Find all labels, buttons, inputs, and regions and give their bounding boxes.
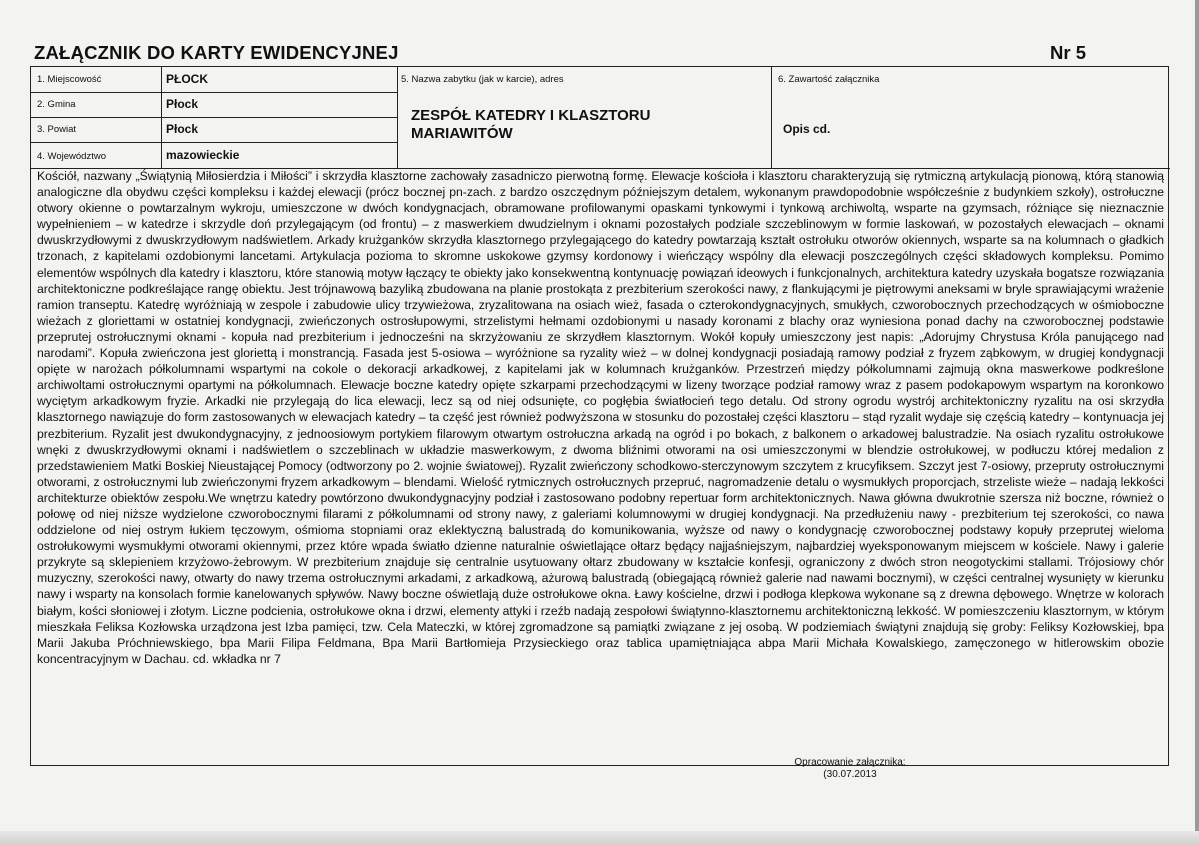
footer-date: (30.07.2013 xyxy=(823,769,877,780)
monument-name: ZESPÓŁ KATEDRY I KLASZTORU MARIAWITÓW xyxy=(411,107,651,142)
field-value-zawartosc: Opis cd. xyxy=(783,122,831,136)
scan-edge xyxy=(1195,0,1199,845)
divider xyxy=(31,92,397,93)
divider xyxy=(397,67,398,168)
divider xyxy=(31,142,397,143)
field-value-miejscowosc: PŁOCK xyxy=(166,72,208,86)
field-value-powiat: Płock xyxy=(166,122,199,136)
field-label-gmina: 2. Gmina xyxy=(37,99,76,110)
attachment-number: Nr 5 xyxy=(1050,42,1086,63)
field-value-wojewodztwo: mazowieckie xyxy=(166,148,240,162)
footer-label: Opracowanie załącznika: xyxy=(794,757,906,768)
divider xyxy=(771,67,772,168)
field-label-zawartosc: 6. Zawartość załącznika xyxy=(778,74,880,85)
document-title: ZAŁĄCZNIK DO KARTY EWIDENCYJNEJ xyxy=(34,42,399,63)
field-label-wojewodztwo: 4. Województwo xyxy=(37,151,106,162)
description-text: Kościół, nazwany „Świątynią Miłosierdzia i Miłości” i skrzydła klasztorne zachowały zasadniczo pierwotną formę. Elewacje kościoła i klasztoru charakteryzują się rytmiczną artykulacją pionową, którą stanowią analogiczne dla obydwu części kompleksu i każdej elewacji (prócz bocznej pn-zach. z bardzo oszczędnym późniejszym detalem, wykonanym prawdopodobnie współcześnie z budynkiem szkoły), ostrołuczne otwory okienne o powtarzalnym wykroju, umieszczone w dwóch kondygnacjach, obramowane profilowanymi opaskami tynkowymi i tynkową archiwoltą, wsparte na gzymsach, różniące się nieznacznie wypełnieniem – w katedrze i skrzydle doń przylegającym (od frontu) – z maswerkiem dwudzielnym i oknami pozostałych podziale szczeblinowym w formie laskowań, w pozostałych elewacjach – oknami dwuskrzydłowymi z dwuskrzydłowym nadświetlem. Arkady krużganków skrzydła klasztornego przylegającego do katedry powtarzają kształt ostrołuku otworów okiennych, wsparte sa na kolumnach o gładkich trzonach, z kapitelami ozdobionymi lancetami. Artykulacja pozioma to skromne uskokowe gzymsy kordonowy i wieńczący wspólny dla elewacji poszczególnych części składowych kompleksu. Pomimo elementów wspólnych dla katedry i klasztoru, które stanowią motyw łączący te obiekty jako konsekwentną kontynuację powiązań ideowych i funkcjonalnych, architektura katedry uzyskała bogatsze rozwiązania architektoniczne podkreślające rangę obiektu. Jest trójnawową bazyliką zbudowana na planie prostokąta z prezbiterium szerokości nawy, z flankującymi je piętrowymi aneksami w bryle sprawiającymi wrażenie ramion transeptu. Katedrę wyróżniają w zespole i zabudowie ulicy trzywieżowa, zryzalitowana na osiach wież, fasada o czterokondygnacyjnych, smukłych, czworobocznych przechodzących w ośmioboczne wieżach z gloriettami w ostatniej kondygnacji, zwieńczonych ostrosłupowymi, strzelistymi hełmami ozdobionymi u nasady koronami z blachy oraz wyniesiona ponad dachy na czworobocznej podstawie przeprutej ostrołucznymi oknami - kopuła nad prezbiterium i jednocześni na skrzyżowaniu ze skrzydłem klasztornym. Wokół kopuły umieszczony jest napis: „Adorujmy Chrystusa Króla panującego nad narodami”. Kopuła zwieńczona jest gloriettą i monstrancją. Fasada jest 5-osiowa – wyróżnione sa ryzality wież – w dolnej kondygnacji posiadają ramowy podział z fryzem ząbkowym, w drugiej kondygnacji opięte w narożach półkolumnami wspartymi na cokole o dekoracji arkadkowej, z kapitelami jak w kolumnach krużganków. Przestrzeń między półkolumnami zajmują okna maswerkowe podkreślone archiwoltami ostrołucznymi opartymi na półkolumnach. Elewacje boczne katedry opięte szkarpami przechodzącymi w lizeny tworzące podział ramowy wraz z pasem podokapowym wspartym na koronkowo wyciętym arkadkowym fryzie. Arkadki nie przylegają do lica elewacji, lecz są od niej odsunięte, co pogłębia światłocień tego detalu. Od strony ogrodu wystrój architektoniczny ryzalitu na osi skrzydła klasztornego nawiązuje do form zastosowanych w elewacjach katedry – ta część jest również podwyższona w stosunku do pozostałej części klasztoru – stąd ryzalit wydaje się częścią katedry – kontynuacja jej prezbiterium. Ryzalit jest dwukondygnacyjny, z jednoosiowym portykiem filarowym otwartym ostrołuczna arkadą na ogród i po bokach, z balkonem o arkadowej balustradzie. Na osiach ryzalitu ostrołukowe wnęki z dwuskrzydłowymi oknami i nadświetlem o szczeblinach w układzie maswerkowym, z dwoma bliźnimi otworami na osi umieszczonymi w blendzie ostrołukowej, w podłuczu której medalion z przedstawieniem Matki Boskiej Nieustającej Pomocy (odtworzony po 2. wojnie światowej). Ryzalit zwieńczony schodkowo-sterczynowym szczytem z krucyfiksem. Szczyt jest 7-osiowy, przepruty ostrołucznymi otworami, z ostrołucznymi lub zwieńczonymi fryzem arkadkowym – blendami. Wielość rytmicznych ostrołucznych przepruć, nagromadzenie detalu o wysmukłych proporcjach, strzeliste wieże – nadają lekkości architekturze obiektów zespołu.We wnętrzu katedry powtórzono dwukondygnacyjny podział i zastosowano podobny repertuar form architektonicznych. Nawa główna dwukrotnie szersza niż boczne, również o połowę od niej niższe wydzielone czworobocznymi filarami z półkolumnami od strony nawy, z galeriami kolumnowymi w drugiej kondygnacji. Na przedłużeniu nawy - prezbiterium tej szerokości, co nawa oddzielone od niej ostrym łukiem tęczowym, ośmioma stopniami oraz eklektyczną balustradą do komunikowania, wyższe od nawy o kondygnację czworobocznej podstawy kopuły przeprutej wieloma ostrołukowymi wysmukłymi otworami okiennymi, przez które wpada światło dzienne naturalnie oświetlające ołtarz będący najjaśniejszym, najbardziej wyeksponowanym miejscem w kościele. Nawy i galerie przykryte są sklepieniem krzyżowo-żebrowym. W prezbiterium znajduje się centralnie usytuowany ołtarz zbudowany w kształcie konfesji, ograniczony z dwóch stron neogotyckimi stallami. Trójosiowy chór muzyczny, szerokości nawy, otwarty do nawy trzema ostrołucznymi arkadami, z arkadkową, ażurową balustradą (obiegającą również galerie nad nawami bocznymi), w części centralnej wysunięty w kierunku nawy i wsparty na konsolach formie kanelowanych spływów. Nawy boczne oświetlają duże ostrołukowe okna. Ławy kościelne, drzwi i podłoga klepkowa wykonane są z drewna dębowego. Wnętrze w kolorach białym, kości słoniowej i złotym. Liczne podcienia, ostrołukowe okna i drzwi, elementy attyki i rzeźb nadają zespołowi świątynno-klasztornemu architektoniczną lekkość. W pomieszczeniu klasztornym, w którym mieszkała Feliksa Kozłowska urządzona jest Izba pamięci, tzw. Cela Mateczki, w której zgromadzone są pamiątki związane z jej osobą. W podziemiach świątyni znajdują się groby: Feliksy Kozłowskiej, bpa Marii Jakuba Próchniewskiego, bpa Marii Filipa Feldmana, Bpa Marii Bartłomieja Przysieckiego oraz tablica upamiętniająca abpa Marii Michała Kowalskiego, zamęczonego w hitlerowskim obozie koncentracyjnym w Dachau. cd. wkładka nr 7 xyxy=(37,169,1164,666)
field-label-powiat: 3. Powiat xyxy=(37,124,77,135)
form-frame xyxy=(30,66,1169,766)
field-label-nazwa: 5. Nazwa zabytku (jak w karcie), adres xyxy=(401,74,564,85)
footer xyxy=(780,757,920,781)
divider xyxy=(31,117,397,118)
scan-edge xyxy=(0,831,1199,845)
field-value-gmina: Płock xyxy=(166,97,199,111)
field-label-miejscowosc: 1. Miejscowość xyxy=(37,74,102,85)
